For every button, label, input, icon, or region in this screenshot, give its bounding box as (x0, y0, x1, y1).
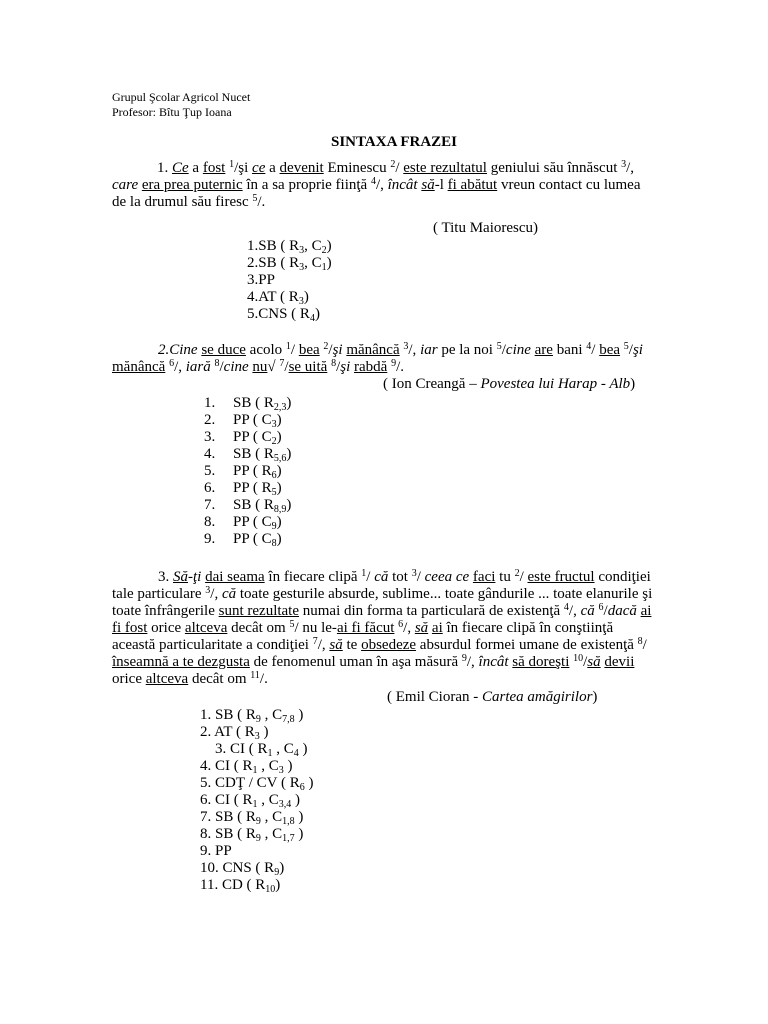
exercise-1-analysis (247, 238, 332, 323)
analysis-item: 3.PP (247, 272, 275, 288)
analysis-item: 7. SB ( $R_{8,9}$) (204, 497, 292, 515)
school-name: Grupul Şcolar Agricol Nucet (112, 90, 251, 104)
analysis-item: 5.CNS ( $R_4$) (247, 306, 320, 324)
analysis-item: 5. PP ( $R_6$) (204, 463, 282, 481)
analysis-item: 1. SB ( $R_{2,3}$) (204, 395, 292, 413)
analysis-item: 4.AT ( $R_3$) (247, 289, 309, 307)
analysis-item: 8. PP ( $C_9$) (204, 514, 282, 532)
analysis-item: 11. CD ( $R_{10}$) (200, 877, 281, 895)
analysis-item: 4. CI ( $R_1$ , $C_3$ ) (200, 758, 293, 776)
analysis-item: 3. CI ( $R_1$ , $C_4$ ) (200, 741, 308, 759)
analysis-item: 5. CDŢ / CV ( $R_6$ ) (200, 775, 314, 793)
analysis-item: 10. CNS ( $R_9$) (200, 860, 285, 878)
analysis-item: 2.SB ( $R_3$, $C_1$) (247, 255, 332, 273)
analysis-item: 8. SB ( $R_9$ , $C_{1,7}$ ) (200, 826, 304, 844)
analysis-item: 9. PP (200, 843, 232, 859)
analysis-item: 6. CI ( $R_1$ , $C_{3,4}$ ) (200, 792, 301, 810)
analysis-item: 1.SB ( $R_3$, $C_2$) (247, 238, 332, 256)
exercise-3-source: ( Emil Cioran - Cartea amăgirilor) (387, 689, 598, 705)
exercise-2-analysis (204, 395, 291, 548)
exercise-2-source: ( Ion Creangă – Povestea lui Harap - Alb) (383, 376, 636, 392)
exercise-1-source: ( Titu Maiorescu) (433, 220, 538, 236)
analysis-item: 3. PP ( $C_2$) (204, 429, 282, 447)
analysis-item: 6. PP ( $R_5$) (204, 480, 282, 498)
analysis-item: 1. SB ( $R_9$ , $C_{7,8}$ ) (200, 707, 304, 725)
analysis-item: 9. PP ( $C_8$) (204, 531, 282, 549)
exercise-2-text: 2.Cine se duce acolo $^1$/ bea $^2$/şi mănâncă $^3$/, iar pe la noi $^5$/cine are bani $^4$/ bea $^5$/şi mănâncă $^6$/, iară $^8$/cine nu√ $^7$/se uită $^8$/şi rabdă $^9$/. (112, 341, 643, 375)
exercise-3-text: 3. Să-ţi dai seama în fiecare clipă $^1$/ că tot $^3$/ ceea ce faci tu $^2$/ este fructul condiţiei tale particulare $^3$/, că toate gesturile absurde, sublime... toate gândurile ... toate elanurile şi toate înfrângerile sunt rezultate numai din forma ta particulară de existenţă $^4$/, că $^6$/dacă ai fi fost orice altceva decât om $^5$/ nu le-ai fi făcut $^6$/, să ai în fiecare clipă în conştiinţă această particularitate a condiţiei $^7$/, să te obsedeze absurdul formei umane de existenţă $^8$/ înseamnă a te dezgusta de fenomenul uman în aşa măsură $^9$/, încât să doreşti $^{10}$/să devii orice altceva decât om $^{11}$/. (112, 568, 653, 687)
teacher-name: Profesor: Bîtu Ţup Ioana (112, 105, 232, 119)
analysis-item: 2. PP ( $C_3$) (204, 412, 282, 430)
analysis-item: 7. SB ( $R_9$ , $C_{1,8}$ ) (200, 809, 304, 827)
page-title: SINTAXA FRAZEI (331, 134, 457, 150)
analysis-item: 4. SB ( $R_{5,6}$) (204, 446, 292, 464)
analysis-item: 2. AT ( $R_3$ ) (200, 724, 269, 742)
exercise-3-analysis (200, 707, 313, 894)
exercise-1-text: 1. Ce a fost $^1$/şi ce a devenit Eminescu $^2$/ este rezultatul geniului său înnăscut $^3$/, care era prea puternic în a sa proprie fiinţă $^4$/, încât să-l fi abătut vreun contact cu lumea de la drumul său firesc $^5$/. (112, 159, 641, 210)
